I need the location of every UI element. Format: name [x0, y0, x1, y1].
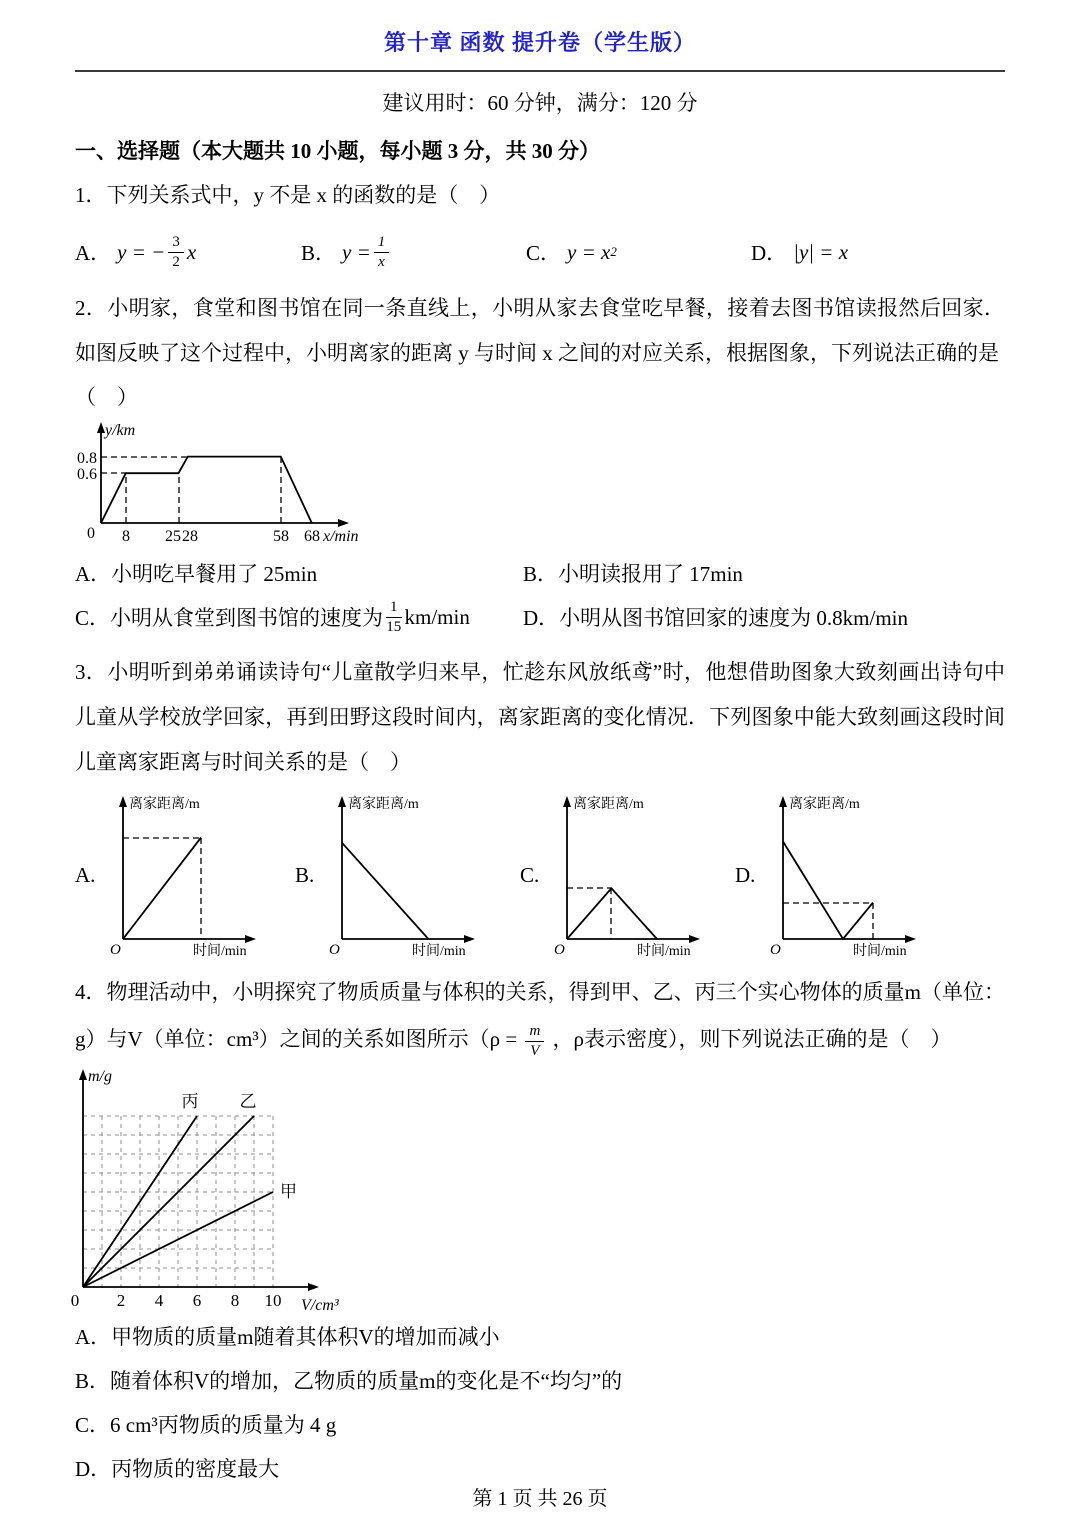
y-axis-label: y/km: [105, 422, 136, 439]
x-tick-4: 4: [154, 1291, 164, 1310]
origin-label: O: [554, 942, 566, 958]
q4-option-d: D．丙物质的密度最大: [75, 1457, 280, 1481]
q3-stem: 3．小明听到弟弟诵读诗句“儿童散学归来早，忙趁东风放纸鸢”时，他想借助图象大致刻画出诗句中儿童从学校放学回家，再到田野这段时间内，离家距离的变化情况．下列图象中能大致刻画这段时间儿童离家距离与时间关系的是（ ）: [75, 660, 1005, 774]
origin-label: 0: [70, 1291, 80, 1310]
fraction: $\frac{3}{2}$: [168, 235, 184, 270]
section-heading: 一、选择题（本大题共 10 小题，每小题 3 分，共 30 分）: [75, 139, 600, 163]
page-title: 第十章 函数 提升卷（学生版）: [383, 30, 696, 55]
q1-option-a: A． y = − $\frac{3}{2}$ x: [75, 233, 197, 270]
x-tick-6: 6: [192, 1291, 202, 1310]
x-axis-label: x/min: [323, 528, 359, 545]
x-axis-arrow: [338, 519, 349, 527]
x-axis-label: 时间/min: [637, 944, 691, 959]
grid-lines: [83, 1116, 273, 1287]
journey-line: [101, 457, 312, 523]
q3-option-c: C. 离家距离/m O 时间/min: [520, 791, 735, 959]
q4-options: [75, 1315, 1005, 1491]
x-tick-25: 25: [165, 528, 181, 545]
q2-option-b: B．小明读报用了 17min: [523, 562, 743, 586]
y-axis-label: 离家距离/m: [348, 797, 420, 812]
page-footer: 第 1 页 共 26 页: [472, 1488, 608, 1510]
q2-options: [75, 554, 1005, 642]
q2-journey-graph: [71, 420, 381, 548]
x-tick-28: 28: [182, 528, 198, 545]
y-axis-label: m/g: [88, 1068, 112, 1085]
origin-label: O: [329, 942, 341, 958]
y-tick-0.8: 0.8: [77, 450, 97, 467]
q2-option-a: A．小明吃早餐用了 25min: [75, 562, 318, 586]
distance-line: [567, 888, 657, 939]
q1-option-c: C． y = x 2: [526, 239, 617, 265]
y-axis-label: 离家距离/m: [129, 797, 201, 812]
q1-option-d: D． |y| = x: [751, 239, 849, 265]
q3-option-graphs: [75, 791, 1005, 959]
q4-stem: 4．物理活动中，小明探究了物质质量与体积的关系，得到甲、乙、丙三个实心物体的质量m（单位：g）与V（单位：cm³）之间的关系如图所示（ρ = $\frac{m}{V}$ ，ρ表示密度），则下列说法正确的是（ ）: [75, 980, 1005, 1059]
fraction: $\frac{m}{V}$: [525, 1024, 544, 1059]
origin-label: 0: [87, 525, 95, 542]
q3-option-a: A. 离家距离/m O 时间/min: [75, 791, 295, 959]
q3-option-b: B. 离家距离/m O 时间/min: [295, 791, 520, 959]
q3-option-d: D. 离家距离/m O 时间/min: [735, 791, 936, 959]
x-tick-8: 8: [122, 528, 130, 545]
distance-line: [342, 843, 428, 939]
distance-line: [783, 842, 873, 940]
fraction: $\frac{1}{15}$: [386, 598, 402, 635]
x-tick-2: 2: [116, 1291, 126, 1310]
q2-stem: 2．小明家，食堂和图书馆在同一条直线上，小明从家去食堂吃早餐，接着去图书馆读报然后回家．如图反映了这个过程中，小明离家的距离 y 与时间 x 之间的对应关系，根据图象，下列说法正确的是: [75, 296, 1005, 365]
exam-info: 建议用时：60 分钟，满分：120 分: [382, 91, 698, 115]
q4-option-c: C．6 cm³丙物质的质量为 4 g: [75, 1413, 337, 1437]
q2-answer-blank: （ ）: [75, 385, 138, 409]
q3-graph-c: [542, 791, 720, 959]
origin-label: O: [110, 942, 122, 958]
q1-option-b: B． y = $\frac{1}{x}$: [301, 235, 526, 270]
line-label-bing: 丙: [181, 1092, 199, 1111]
distance-line: [123, 838, 201, 939]
x-axis-label: V/cm³: [301, 1297, 339, 1314]
q1-stem: 1．下列关系式中，y 不是 x 的函数的是（ ）: [75, 183, 501, 207]
x-tick-8: 8: [230, 1291, 240, 1310]
y-axis-arrow: [97, 422, 105, 433]
line-label-yi: 乙: [239, 1092, 257, 1111]
q2-option-d: D．小明从图书馆回家的速度为 0.8km/min: [523, 606, 909, 630]
q3-graph-a: [98, 791, 276, 959]
q2-option-c: C．小明从食堂到图书馆的速度为 $\frac{1}{15}$ km/min: [75, 598, 470, 635]
y-axis-label: 离家距离/m: [573, 797, 645, 812]
y-axis-label: 离家距离/m: [789, 797, 861, 812]
q4-mass-volume-graph: [61, 1065, 391, 1315]
q4-option-a: A．甲物质的质量m随着其体积V的增加而减小: [75, 1325, 500, 1349]
x-axis-label: 时间/min: [853, 944, 908, 959]
x-tick-68: 68: [304, 528, 320, 545]
q1-options: [75, 226, 1005, 278]
x-tick-10: 10: [264, 1291, 282, 1310]
origin-label: O: [770, 942, 782, 958]
fraction: $\frac{1}{x}$: [374, 235, 390, 270]
x-axis-label: 时间/min: [412, 944, 466, 959]
x-axis-label: 时间/min: [193, 944, 248, 959]
x-tick-58: 58: [273, 528, 289, 545]
y-tick-0.6: 0.6: [77, 466, 97, 483]
line-label-jia: 甲: [280, 1182, 297, 1201]
q3-graph-d: [758, 791, 936, 959]
line-yi: [83, 1116, 254, 1287]
header-divider: [75, 70, 1005, 72]
q4-option-b: B．随着体积V的增加，乙物质的质量m的变化是不“均匀”的: [75, 1369, 623, 1393]
q3-graph-b: [317, 791, 495, 959]
